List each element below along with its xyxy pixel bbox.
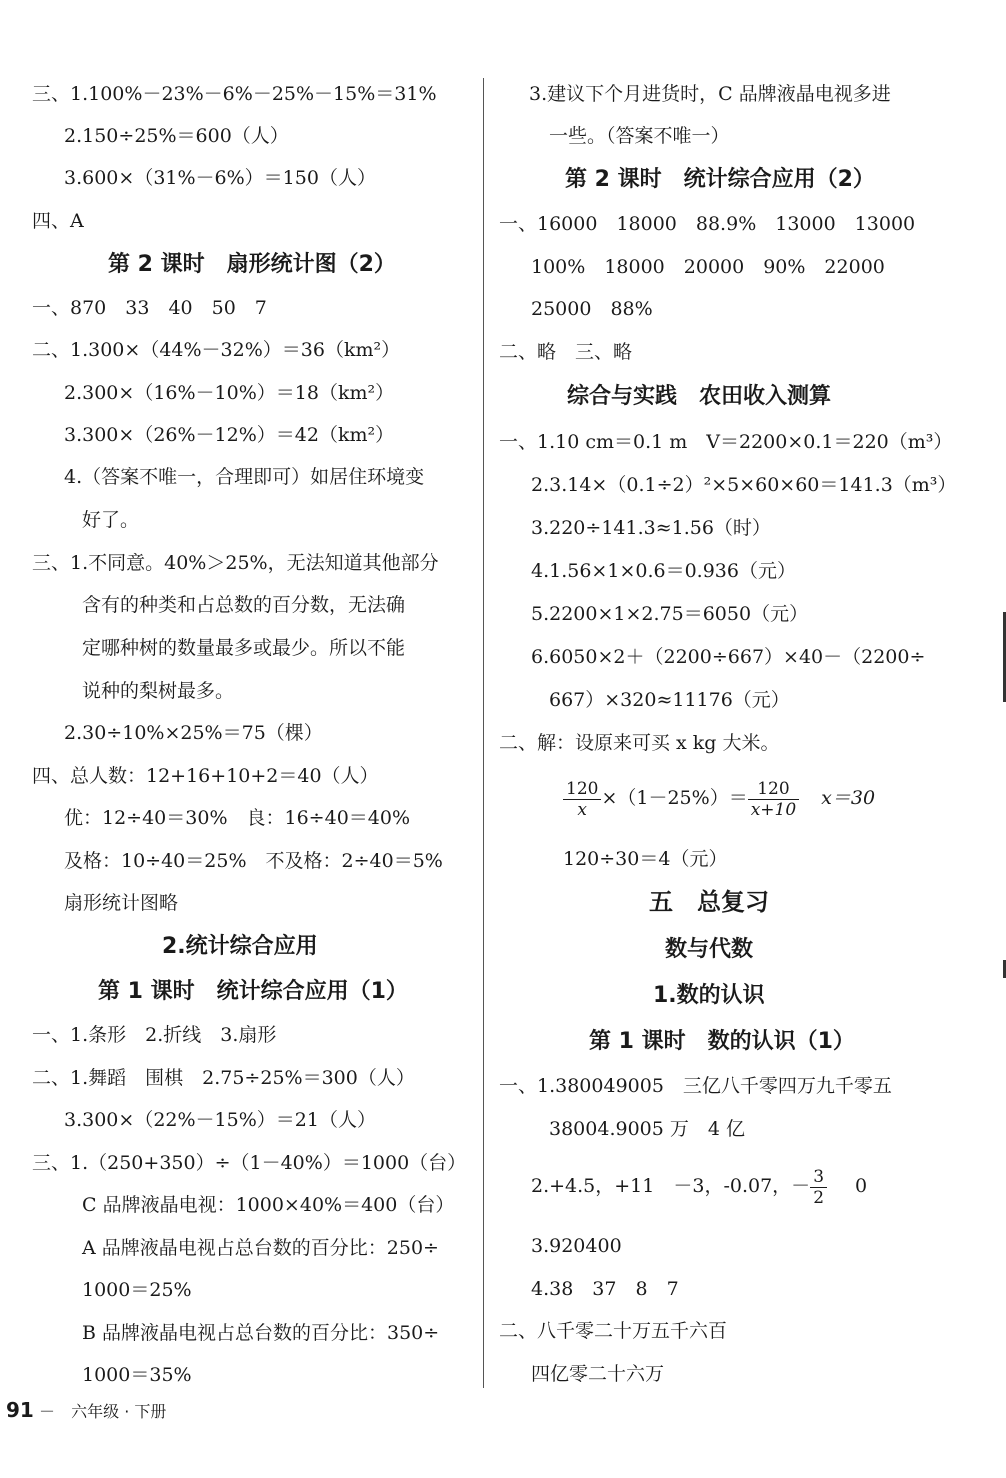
answer-line: 及格：10÷40＝25% 不及格：2÷40＝5%: [64, 850, 443, 872]
answer-line: 四、A: [32, 210, 84, 232]
answer-line: C 品牌液晶电视：1000×40%＝400（台）: [82, 1194, 455, 1216]
answer-line: 100% 18000 20000 90% 22000: [531, 256, 885, 278]
answer-line: 4.38 37 8 7: [531, 1278, 679, 1300]
column-divider: [483, 78, 484, 1388]
answer-line: 6.6050×2＋（2200÷667）×40－（2200÷: [531, 646, 926, 668]
answer-line: 一、1.380049005 三亿八千零四万九千零五: [499, 1075, 892, 1097]
answer-line: B 品牌液晶电视占总台数的百分比：350÷: [82, 1322, 440, 1344]
section-heading: 综合与实践 农田收入测算: [567, 384, 832, 409]
answer-line: 四亿零二十六万: [531, 1363, 665, 1385]
lesson-heading: 第 1 课时 统计综合应用（1）: [98, 979, 408, 1004]
answer-line: 扇形统计图略: [64, 892, 179, 914]
fraction: [810, 1167, 827, 1208]
fraction-denominator: x: [577, 799, 588, 820]
answer-line: 1000＝25%: [82, 1279, 192, 1301]
equation-solution: x＝30: [821, 787, 876, 809]
answer-text: 2.+4.5，+11 －3，-0.07，－: [531, 1175, 811, 1197]
section-heading: 数与代数: [665, 937, 754, 962]
lesson-heading: 第 2 课时 统计综合应用（2）: [565, 167, 875, 192]
section-heading: 2.统计综合应用: [162, 934, 318, 959]
answer-line: 3.300×（22%－15%）＝21（人）: [64, 1109, 376, 1131]
answer-line: A 品牌液晶电视占总台数的百分比：250÷: [82, 1237, 439, 1259]
answer-line: 2.3.14×（0.1÷2）²×5×60×60＝141.3（m³）: [531, 474, 957, 496]
answer-line: 一、16000 18000 88.9% 13000 13000: [499, 213, 916, 235]
answer-line: 2.300×（16%－10%）＝18（km²）: [64, 382, 395, 404]
answer-line: 三、1.（250+350）÷（1－40%）＝1000（台）: [32, 1152, 467, 1174]
answer-line: 1000＝35%: [82, 1364, 192, 1386]
equation-line: [563, 776, 875, 820]
answer-line: 3.600×（31%－6%）＝150（人）: [64, 167, 376, 189]
footer-grade: 六年级 · 下册: [71, 1402, 167, 1421]
answer-line: 二、1.舞蹈 围棋 2.75÷25%＝300（人）: [32, 1067, 415, 1089]
answer-line: 3.建议下个月进货时，C 品牌液晶电视多进: [529, 83, 891, 105]
answer-line: 一、870 33 40 50 7: [32, 297, 267, 319]
answer-text: 0: [855, 1175, 868, 1197]
page-footer: [6, 1398, 166, 1422]
fraction: [563, 779, 601, 820]
answer-line: 含有的种类和占总数的百分数，无法确: [82, 594, 406, 616]
fraction-numerator: 3: [810, 1167, 827, 1188]
answer-line: 3.300×（26%－12%）＝42（km²）: [64, 424, 395, 446]
answer-line: 2.30÷10%×25%＝75（棵）: [64, 722, 323, 744]
answer-line: 定哪种树的数量最多或最少。所以不能: [82, 637, 406, 659]
answer-line: 3.920400: [531, 1235, 622, 1257]
answer-line: 三、1.不同意。40%＞25%，无法知道其他部分: [32, 552, 439, 574]
answer-line: 二、1.300×（44%－32%）＝36（km²）: [32, 339, 401, 361]
answer-line: 说种的梨树最多。: [82, 680, 235, 702]
lesson-heading: 第 2 课时 扇形统计图（2）: [108, 252, 396, 277]
fraction-denominator: x+10: [750, 799, 797, 820]
answer-line: 一些。（答案不唯一）: [549, 125, 730, 147]
answer-line: 好了。: [82, 509, 140, 531]
answer-line: [531, 1164, 867, 1208]
answer-line: 三、1.100%－23%－6%－25%－15%＝31%: [32, 83, 437, 105]
fraction-numerator: 120: [563, 779, 601, 800]
answer-line: 667）×320≈11176（元）: [549, 689, 790, 711]
page-number: 91: [6, 1398, 34, 1422]
footer-dash: －: [38, 1402, 55, 1421]
answer-line: 二、解：设原来可买 x kg 大米。: [499, 732, 780, 754]
chapter-heading: 五 总复习: [649, 888, 769, 916]
answer-line: 优：12÷40＝30% 良：16÷40＝40%: [64, 807, 411, 829]
answer-line: 3.220÷141.3≈1.56（时）: [531, 517, 771, 539]
answer-line: 5.2200×1×2.75＝6050（元）: [531, 603, 809, 625]
answer-line: 二、略 三、略: [499, 341, 633, 363]
answer-line: 4.（答案不唯一，合理即可）如居住环境变: [64, 466, 425, 488]
answer-line: 一、1.10 cm＝0.1 m V＝2200×0.1＝220（m³）: [499, 431, 953, 453]
answer-line: 2.150÷25%＝600（人）: [64, 125, 289, 147]
fraction-denominator: 2: [813, 1187, 825, 1208]
section-heading: 1.数的认识: [653, 983, 765, 1008]
answer-line: 4.1.56×1×0.6＝0.936（元）: [531, 560, 796, 582]
equation-middle: ×（1－25%）＝: [601, 787, 748, 809]
fraction-numerator: 120: [748, 779, 799, 800]
answer-line: 120÷30＝4（元）: [563, 848, 728, 870]
answer-line: 四、总人数：12+16+10+2＝40（人）: [32, 765, 379, 787]
fraction: [748, 779, 799, 820]
answer-line: 一、1.条形 2.折线 3.扇形: [32, 1024, 277, 1046]
lesson-heading: 第 1 课时 数的认识（1）: [589, 1029, 855, 1054]
answer-line: 25000 88%: [531, 298, 653, 320]
answer-line: 二、八千零二十万五千六百: [499, 1320, 728, 1342]
answer-line: 38004.9005 万 4 亿: [549, 1118, 746, 1140]
